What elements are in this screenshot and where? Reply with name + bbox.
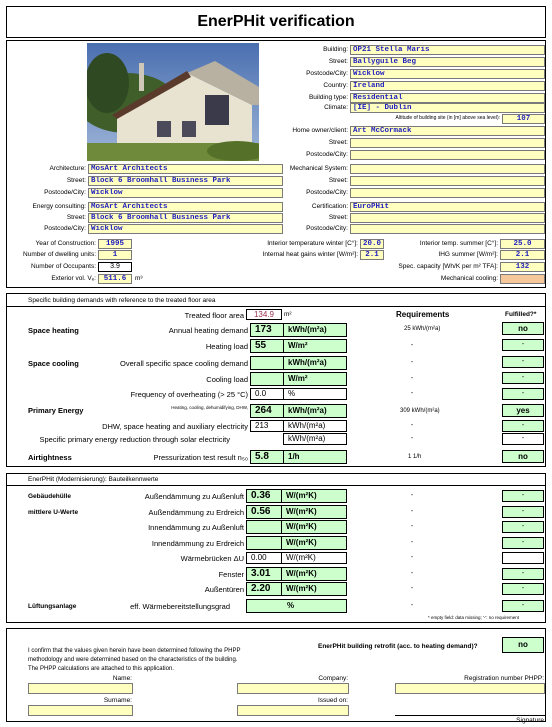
r4-requirement: - [410,539,414,546]
architecture-postcode-label: Postcode/City: [44,189,86,196]
spe-label: Specific primary energy reduction through solar electricity [39,435,230,444]
issued-label: Issued on: [318,697,348,704]
ext-vol-label: Exterior vol. Vₑ: [51,275,96,282]
energy-label: Energy consulting: [32,203,86,210]
primary-energy-title: Primary Energy [28,406,84,415]
r8-label: eff. Wärmebereitstellungsgrad [130,602,230,611]
dhw-value: 213 [250,420,284,432]
ahd-fulfilled: no [502,322,544,335]
building-street-field[interactable]: Ballyguile Beg [350,57,545,67]
mechanical-street-field[interactable] [350,176,545,186]
energy-city-field[interactable]: Wicklow [88,224,283,234]
pe-unit: kWh/(m²a) [283,404,347,418]
surname-label: Surname: [103,697,132,704]
r1-fulfilled: - [502,490,544,502]
climate-field[interactable]: [IE] - Dublin [350,103,545,113]
r7-requirement: - [410,585,414,592]
lueftungsanlage-title: Lüftungsanlage [28,603,77,610]
retrofit-value: no [502,637,544,653]
foh-requirement: - [410,390,414,397]
enerphit-section-title: EnerPHit (Modernisierung): Bauteilkennwerte [28,476,159,483]
energy-street-field[interactable]: Block 6 Broomhall Business Park [88,213,283,223]
signature-label: Signature [516,717,544,724]
climate-label: Climate: [324,104,348,111]
confirm-text-1: I confirm that the values given herein have been determined following the PHPP [28,648,241,654]
foh-unit: % [283,388,347,400]
mechanical-label: Mechanical System: [289,165,348,172]
oscd-fulfilled: - [502,356,544,368]
retrofit-label: EnerPHit building retrofit (acc. to heating demand)? [318,643,478,650]
building-city-field[interactable]: Wicklow [350,69,545,79]
pe-label: Heating, cooling, dehumidifying, DHW, [171,405,248,410]
owner-name-field[interactable]: Art McCormack [350,126,545,136]
r6-requirement: - [410,570,414,577]
ext-vol-field[interactable]: 511.6 [98,274,132,284]
spe-requirement: - [410,435,414,442]
oscd-unit: kWh/(m²a) [283,356,347,370]
r2-fulfilled: - [502,506,544,518]
demands-divider [6,306,546,307]
pt-unit: 1/h [283,450,347,464]
cl-value [250,372,284,386]
hl-value: 55 [250,339,284,353]
mittlere-u-werte-title: mittlere U-Werte [28,509,79,516]
year-label: Year of Construction: [35,240,96,247]
ext-vol-unit: m³ [135,275,143,282]
r3-value [246,520,282,534]
r1-label: Außendämmung zu Außenluft [144,492,244,501]
cl-fulfilled: - [502,372,544,384]
r8-unit: % [246,599,347,613]
requirements-header: Requirements [396,310,450,319]
signature-line[interactable] [395,705,545,716]
certification-street-field[interactable] [350,213,545,223]
oscd-requirement: - [410,359,414,366]
hl-label: Heating load [205,342,248,351]
ihg-summer-label: IHG summer [W/m²]: [438,251,498,258]
architecture-city-field[interactable]: Wicklow [88,188,283,198]
space-cooling-title: Space cooling [28,359,79,368]
r7-fulfilled: - [502,583,544,595]
r3-requirement: - [410,523,414,530]
r4-unit: W/(m²K) [281,536,347,550]
dhw-fulfilled: - [502,420,544,432]
mechanical-postcode-label: Postcode/City: [306,189,348,196]
confirm-text-2: methodology and were determined based on the characteristics of the building. [28,657,238,663]
r4-label: Innendämmung zu Erdreich [151,539,244,548]
pt-value: 5.8 [250,450,284,464]
tfa-label: Treated floor area [184,311,244,320]
int-temp-summer-label: Interior temp. summer [C°]: [419,240,498,247]
building-country-label: Country: [323,82,348,89]
title-box [6,6,546,38]
foh-fulfilled: - [502,388,544,400]
int-temp-winter-field[interactable]: 20.0 [360,239,384,249]
airtightness-title: Airtightness [28,453,72,462]
name-label: Name: [112,675,132,682]
demands-section-title: Specific building demands with reference to the treated floor area [28,297,216,304]
owner-label: Home owner/client: [292,127,348,134]
building-type-field[interactable]: Residential [350,93,545,103]
r7-value: 2.20 [246,582,282,596]
dwelling-label: Number of dwelling units: [23,251,96,258]
owner-street-label: Street: [328,139,348,146]
r5-unit: W/(m²K) [281,552,347,564]
energy-postcode-label: Postcode/City: [44,225,86,232]
owner-postcode-label: Postcode/City: [306,151,348,158]
spe-fulfilled: - [502,433,544,445]
foh-value: 0.0 [250,388,284,400]
ihg-winter-label: Internal heat gains winter [W/m²]: [262,251,358,258]
r5-requirement: - [410,554,414,561]
r1-value: 0.36 [246,489,282,503]
dhw-label: DHW, space heating and auxiliary electricity [102,422,248,431]
r4-fulfilled: - [502,537,544,549]
dwelling-field[interactable]: 1 [98,250,132,260]
spec-cap-field[interactable]: 132 [500,262,545,272]
tfa-unit: m² [284,311,292,318]
footnote: * empty field: data missing; '-': no requirement [428,615,520,620]
ahd-value: 173 [250,323,284,337]
oscd-label: Overall specific space cooling demand [120,359,248,368]
oscd-value [250,356,284,370]
tfa-field: 134.9 [246,309,282,320]
r3-unit: W/(m²K) [281,520,347,534]
r8-fulfilled: - [502,600,544,612]
foh-label: Frequency of overheating (> 25 °C) [130,390,248,399]
spec-cap-label: Spec. capacity [Wh/K per m² TFA]: [398,263,498,270]
surname-field[interactable] [28,705,133,716]
r7-unit: W/(m²K) [281,582,347,596]
r1-unit: W/(m²K) [281,489,347,503]
r5-label: Wärmebrücken ΔU [180,554,244,563]
company-label: Company: [318,675,348,682]
certification-label: Certification: [311,203,348,210]
r5-fulfilled [502,552,544,564]
r6-label: Fenster [218,570,244,579]
architecture-street-label: Street: [66,177,86,184]
year-field[interactable]: 1995 [98,239,132,249]
r8-requirement: - [410,602,414,609]
building-photo [87,43,259,161]
pt-requirement: 1 1/h [408,454,422,460]
r4-value [246,536,282,550]
mechanical-city-field[interactable] [350,188,545,198]
name-field[interactable] [28,683,133,694]
mech-cooling-field[interactable] [500,274,545,284]
confirm-text-3: The PHPP calculations are attached to this application. [28,666,174,672]
certification-city-field[interactable] [350,224,545,234]
int-temp-winter-label: Interior temperature winter [C°]: [267,240,358,247]
mech-cooling-label: Mechanical cooling: [440,275,498,282]
company-field[interactable] [237,683,349,694]
pe-value: 264 [250,404,284,418]
altitude-label: Altitude of building site (in [m] above sea level): [395,115,500,121]
energy-street-label: Street: [66,214,86,221]
cl-unit: W/m² [283,372,347,386]
building-label: Building: [323,46,348,53]
certification-street-label: Street: [328,214,348,221]
building-type-label: Building type: [308,94,348,101]
hl-requirement: - [410,342,414,349]
registration-label: Registration number PHPP: [464,675,544,682]
pt-fulfilled: no [502,450,544,463]
r2-requirement: - [410,508,414,515]
architecture-name-field[interactable]: MosArt Architects [88,164,283,174]
r5-value: 0.00 [246,552,282,564]
r6-fulfilled: - [502,568,544,580]
occupants-field: 3.9 [98,262,132,272]
building-postcode-label: Postcode/City: [306,70,348,77]
r7-label: Außentüren [204,585,244,594]
owner-street-field[interactable] [350,138,545,148]
certification-postcode-label: Postcode/City: [306,225,348,232]
pe-fulfilled: yes [502,404,544,417]
owner-city-field[interactable] [350,150,545,160]
ahd-label: Annual heating demand [168,326,248,335]
hl-fulfilled: - [502,339,544,351]
r6-unit: W/(m²K) [281,567,347,581]
r1-requirement: - [410,492,414,499]
energy-name-field[interactable]: MosArt Architects [88,202,283,212]
architecture-street-field[interactable]: Block 6 Broomhall Business Park [88,176,283,186]
cl-label: Cooling load [206,375,248,384]
hl-unit: W/m² [283,339,347,353]
r2-value: 0.56 [246,505,282,519]
mechanical-name-field[interactable] [350,164,545,174]
mechanical-street-label: Street: [328,177,348,184]
enerphit-divider [6,485,546,486]
space-heating-title: Space heating [28,326,79,335]
r6-value: 3.01 [246,567,282,581]
ihg-winter-field[interactable]: 2.1 [360,250,384,260]
building-street-label: Street: [328,58,348,65]
r2-unit: W/(m²K) [281,505,347,519]
r3-fulfilled: - [502,521,544,533]
spe-value [250,433,284,445]
architecture-label: Architecture: [49,165,86,172]
r3-label: Innendämmung zu Außenluft [148,523,244,532]
cl-requirement: - [410,375,414,382]
pt-label: Pressurization test result n₅₀ [153,453,248,462]
building-photo-graphic [87,43,259,161]
building-country-field[interactable]: Ireland [350,81,545,91]
issued-field[interactable] [237,705,349,716]
building-name-field[interactable]: OP21 Stella Maris [350,45,545,55]
registration-field[interactable] [395,683,545,694]
r2-label: Außendämmung zu Erdreich [148,508,244,517]
altitude-field[interactable]: 107 [502,114,545,124]
page-title: EnerPHit verification [197,13,355,30]
ahd-requirement: 25 kWh/(m²a) [404,326,441,332]
spe-unit: kWh/(m²a) [283,433,347,445]
dhw-unit: kWh/(m²a) [283,420,347,432]
pe-requirement: 309 kWh/(m²a) [400,408,440,414]
int-temp-summer-field[interactable]: 25.0 [500,239,545,249]
ihg-summer-field[interactable]: 2.1 [500,250,545,260]
certification-name-field[interactable]: EuroPHit [350,202,545,212]
gebaeudehuelle-title: Gebäudehülle [28,493,71,500]
ahd-unit: kWh/(m²a) [283,323,347,337]
occupants-label: Number of Occupants: [30,263,96,270]
fulfilled-header: Fulfilled?* [505,311,537,318]
dhw-requirement: - [410,422,414,429]
